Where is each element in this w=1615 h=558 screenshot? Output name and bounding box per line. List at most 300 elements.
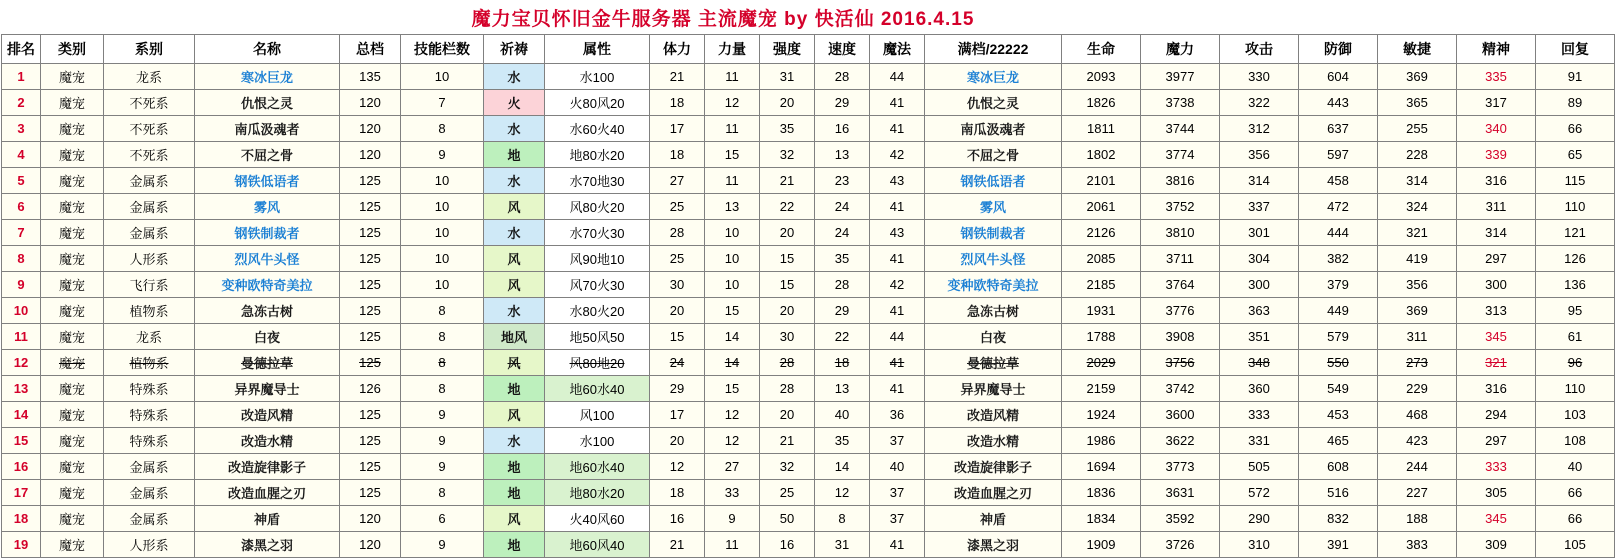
- cell-hp: 1811: [1062, 116, 1141, 142]
- cell-series: 不死系: [104, 116, 195, 142]
- cell-strength: 33: [705, 480, 760, 506]
- cell-rank: 7: [2, 220, 41, 246]
- table-row: [2, 532, 1615, 558]
- cell-defense: 453: [1299, 402, 1378, 428]
- cell-attack: 572: [1220, 480, 1299, 506]
- cell-category: 魔宠: [41, 90, 104, 116]
- cell-vitality: 17: [650, 402, 705, 428]
- column-header-vitality: 体力: [650, 35, 705, 64]
- cell-agility: 324: [1378, 194, 1457, 220]
- cell-magic: 41: [870, 116, 925, 142]
- cell-strength: 10: [705, 272, 760, 298]
- cell-pray: 地: [484, 142, 545, 168]
- column-header-agility: 敏捷: [1378, 35, 1457, 64]
- cell-agility: 365: [1378, 90, 1457, 116]
- cell-spirit: 294: [1457, 402, 1536, 428]
- cell-attribute: 风80地20: [545, 350, 650, 376]
- cell-defense: 458: [1299, 168, 1378, 194]
- cell-recovery: 110: [1536, 376, 1615, 402]
- cell-agility: 244: [1378, 454, 1457, 480]
- cell-toughness: 35: [760, 116, 815, 142]
- cell-defense: 637: [1299, 116, 1378, 142]
- cell-name: 钢铁低语者: [195, 168, 340, 194]
- cell-vitality: 21: [650, 532, 705, 558]
- cell-hp: 2085: [1062, 246, 1141, 272]
- cell-name: 急冻古树: [195, 298, 340, 324]
- column-header-pray: 祈祷: [484, 35, 545, 64]
- cell-recovery: 61: [1536, 324, 1615, 350]
- cell-spirit: 335: [1457, 64, 1536, 90]
- cell-attribute: 地60水40: [545, 454, 650, 480]
- table-row: [2, 324, 1615, 350]
- cell-series: 龙系: [104, 324, 195, 350]
- cell-pray: 水: [484, 64, 545, 90]
- cell-name: 神盾: [195, 506, 340, 532]
- cell-vitality: 20: [650, 298, 705, 324]
- cell-mp: 3764: [1141, 272, 1220, 298]
- cell-strength: 11: [705, 532, 760, 558]
- table-header-row: [2, 35, 1615, 64]
- cell-series: 人形系: [104, 532, 195, 558]
- cell-series: 金属系: [104, 220, 195, 246]
- cell-agility: 383: [1378, 532, 1457, 558]
- cell-recovery: 126: [1536, 246, 1615, 272]
- cell-attack: 331: [1220, 428, 1299, 454]
- cell-rank: 2: [2, 90, 41, 116]
- table-row: [2, 454, 1615, 480]
- cell-attack: 337: [1220, 194, 1299, 220]
- cell-magic: 41: [870, 298, 925, 324]
- cell-defense: 444: [1299, 220, 1378, 246]
- table-row: [2, 246, 1615, 272]
- cell-strength: 11: [705, 168, 760, 194]
- cell-skill-slots: 8: [401, 298, 484, 324]
- table-row: [2, 480, 1615, 506]
- cell-agility: 229: [1378, 376, 1457, 402]
- cell-agility: 321: [1378, 220, 1457, 246]
- cell-rank: 1: [2, 64, 41, 90]
- cell-rank: 8: [2, 246, 41, 272]
- cell-strength: 15: [705, 142, 760, 168]
- cell-spirit: 345: [1457, 324, 1536, 350]
- cell-total: 120: [340, 116, 401, 142]
- cell-magic: 41: [870, 350, 925, 376]
- cell-magic: 44: [870, 64, 925, 90]
- cell-skill-slots: 8: [401, 480, 484, 506]
- cell-agility: 311: [1378, 324, 1457, 350]
- column-header-magic: 魔法: [870, 35, 925, 64]
- page-title: 魔力宝贝怀旧金牛服务器 主流魔宠 by 快活仙 2016.4.15: [471, 8, 975, 30]
- cell-full-growth-name: 变种欧特奇美拉: [925, 272, 1062, 298]
- cell-name: 不屈之骨: [195, 142, 340, 168]
- table-body: [2, 64, 1615, 558]
- cell-recovery: 66: [1536, 480, 1615, 506]
- cell-category: 魔宠: [41, 142, 104, 168]
- cell-rank: 12: [2, 350, 41, 376]
- cell-full-growth-name: 不屈之骨: [925, 142, 1062, 168]
- cell-speed: 23: [815, 168, 870, 194]
- cell-defense: 550: [1299, 350, 1378, 376]
- cell-speed: 28: [815, 272, 870, 298]
- cell-full-growth-name: 雾风: [925, 194, 1062, 220]
- cell-mp: 3631: [1141, 480, 1220, 506]
- cell-spirit: 316: [1457, 168, 1536, 194]
- cell-spirit: 309: [1457, 532, 1536, 558]
- cell-full-growth-name: 异界魔导士: [925, 376, 1062, 402]
- cell-attribute: 地80水20: [545, 142, 650, 168]
- cell-total: 125: [340, 402, 401, 428]
- cell-recovery: 103: [1536, 402, 1615, 428]
- cell-strength: 10: [705, 220, 760, 246]
- cell-category: 魔宠: [41, 194, 104, 220]
- cell-category: 魔宠: [41, 532, 104, 558]
- cell-toughness: 21: [760, 168, 815, 194]
- cell-pray: 水: [484, 428, 545, 454]
- cell-vitality: 24: [650, 350, 705, 376]
- cell-total: 125: [340, 298, 401, 324]
- cell-attack: 363: [1220, 298, 1299, 324]
- cell-rank: 13: [2, 376, 41, 402]
- cell-skill-slots: 8: [401, 324, 484, 350]
- cell-toughness: 20: [760, 90, 815, 116]
- cell-spirit: 339: [1457, 142, 1536, 168]
- cell-skill-slots: 10: [401, 220, 484, 246]
- cell-toughness: 20: [760, 220, 815, 246]
- column-header-recovery: 回复: [1536, 35, 1615, 64]
- cell-pray: 水: [484, 298, 545, 324]
- cell-recovery: 40: [1536, 454, 1615, 480]
- cell-pray: 风: [484, 350, 545, 376]
- cell-agility: 369: [1378, 64, 1457, 90]
- cell-rank: 17: [2, 480, 41, 506]
- column-header-attribute: 属性: [545, 35, 650, 64]
- cell-rank: 11: [2, 324, 41, 350]
- cell-attribute: 风90地10: [545, 246, 650, 272]
- cell-hp: 1834: [1062, 506, 1141, 532]
- cell-magic: 41: [870, 194, 925, 220]
- cell-rank: 14: [2, 402, 41, 428]
- cell-rank: 3: [2, 116, 41, 142]
- cell-pray: 风: [484, 246, 545, 272]
- cell-skill-slots: 9: [401, 402, 484, 428]
- table-row: [2, 116, 1615, 142]
- cell-defense: 465: [1299, 428, 1378, 454]
- cell-toughness: 20: [760, 402, 815, 428]
- cell-defense: 604: [1299, 64, 1378, 90]
- cell-defense: 391: [1299, 532, 1378, 558]
- table-row: [2, 64, 1615, 90]
- column-header-hp: 生命: [1062, 35, 1141, 64]
- cell-hp: 2185: [1062, 272, 1141, 298]
- cell-mp: 3773: [1141, 454, 1220, 480]
- cell-spirit: 305: [1457, 480, 1536, 506]
- cell-attack: 290: [1220, 506, 1299, 532]
- column-header-series: 系别: [104, 35, 195, 64]
- cell-defense: 549: [1299, 376, 1378, 402]
- cell-pray: 水: [484, 220, 545, 246]
- cell-pray: 风: [484, 194, 545, 220]
- cell-pray: 水: [484, 168, 545, 194]
- cell-strength: 14: [705, 350, 760, 376]
- cell-attack: 505: [1220, 454, 1299, 480]
- cell-attribute: 火40风60: [545, 506, 650, 532]
- cell-name: 烈风牛头怪: [195, 246, 340, 272]
- cell-series: 金属系: [104, 168, 195, 194]
- cell-agility: 273: [1378, 350, 1457, 376]
- cell-hp: 1788: [1062, 324, 1141, 350]
- cell-series: 金属系: [104, 506, 195, 532]
- cell-full-growth-name: 改造水精: [925, 428, 1062, 454]
- cell-full-growth-name: 曼德拉草: [925, 350, 1062, 376]
- cell-toughness: 21: [760, 428, 815, 454]
- cell-skill-slots: 10: [401, 64, 484, 90]
- cell-magic: 43: [870, 220, 925, 246]
- cell-category: 魔宠: [41, 428, 104, 454]
- cell-total: 120: [340, 90, 401, 116]
- cell-series: 特殊系: [104, 428, 195, 454]
- cell-magic: 43: [870, 168, 925, 194]
- cell-recovery: 136: [1536, 272, 1615, 298]
- cell-full-growth-name: 改造血腥之刃: [925, 480, 1062, 506]
- cell-attribute: 水100: [545, 64, 650, 90]
- cell-strength: 11: [705, 116, 760, 142]
- cell-attribute: 风100: [545, 402, 650, 428]
- cell-vitality: 17: [650, 116, 705, 142]
- cell-category: 魔宠: [41, 376, 104, 402]
- cell-toughness: 28: [760, 376, 815, 402]
- cell-name: 寒冰巨龙: [195, 64, 340, 90]
- cell-full-growth-name: 钢铁低语者: [925, 168, 1062, 194]
- cell-name: 变种欧特奇美拉: [195, 272, 340, 298]
- cell-pray: 地: [484, 454, 545, 480]
- cell-magic: 37: [870, 428, 925, 454]
- cell-total: 125: [340, 194, 401, 220]
- cell-pray: 水: [484, 116, 545, 142]
- cell-pray: 地: [484, 376, 545, 402]
- cell-toughness: 28: [760, 350, 815, 376]
- cell-strength: 10: [705, 246, 760, 272]
- cell-defense: 449: [1299, 298, 1378, 324]
- cell-name: 改造风精: [195, 402, 340, 428]
- cell-total: 120: [340, 532, 401, 558]
- cell-full-growth-name: 仇恨之灵: [925, 90, 1062, 116]
- cell-series: 不死系: [104, 142, 195, 168]
- cell-skill-slots: 9: [401, 142, 484, 168]
- cell-spirit: 313: [1457, 298, 1536, 324]
- cell-defense: 443: [1299, 90, 1378, 116]
- cell-mp: 3756: [1141, 350, 1220, 376]
- cell-attack: 310: [1220, 532, 1299, 558]
- cell-skill-slots: 9: [401, 428, 484, 454]
- cell-hp: 2093: [1062, 64, 1141, 90]
- cell-skill-slots: 7: [401, 90, 484, 116]
- cell-strength: 11: [705, 64, 760, 90]
- cell-series: 特殊系: [104, 376, 195, 402]
- cell-total: 125: [340, 272, 401, 298]
- cell-toughness: 20: [760, 298, 815, 324]
- cell-skill-slots: 6: [401, 506, 484, 532]
- cell-name: 异界魔导士: [195, 376, 340, 402]
- cell-mp: 3810: [1141, 220, 1220, 246]
- column-header-skill-slots: 技能栏数: [401, 35, 484, 64]
- cell-attribute: 地60风40: [545, 532, 650, 558]
- cell-name: 仇恨之灵: [195, 90, 340, 116]
- cell-total: 125: [340, 480, 401, 506]
- cell-full-growth-name: 钢铁制裁者: [925, 220, 1062, 246]
- cell-series: 人形系: [104, 246, 195, 272]
- cell-mp: 3738: [1141, 90, 1220, 116]
- cell-attack: 312: [1220, 116, 1299, 142]
- cell-speed: 40: [815, 402, 870, 428]
- cell-recovery: 89: [1536, 90, 1615, 116]
- cell-strength: 27: [705, 454, 760, 480]
- cell-hp: 1826: [1062, 90, 1141, 116]
- column-header-rank: 排名: [2, 35, 41, 64]
- cell-pray: 火: [484, 90, 545, 116]
- cell-hp: 1802: [1062, 142, 1141, 168]
- cell-strength: 12: [705, 402, 760, 428]
- cell-name: 曼德拉草: [195, 350, 340, 376]
- cell-full-growth-name: 急冻古树: [925, 298, 1062, 324]
- cell-full-growth-name: 烈风牛头怪: [925, 246, 1062, 272]
- cell-attack: 348: [1220, 350, 1299, 376]
- cell-speed: 24: [815, 220, 870, 246]
- cell-name: 改造旋律影子: [195, 454, 340, 480]
- column-header-attack: 攻击: [1220, 35, 1299, 64]
- cell-vitality: 21: [650, 64, 705, 90]
- cell-full-growth-name: 漆黑之羽: [925, 532, 1062, 558]
- cell-agility: 369: [1378, 298, 1457, 324]
- cell-total: 125: [340, 454, 401, 480]
- column-header-category: 类别: [41, 35, 104, 64]
- cell-magic: 42: [870, 142, 925, 168]
- cell-vitality: 18: [650, 480, 705, 506]
- cell-toughness: 16: [760, 532, 815, 558]
- cell-attribute: 水70地30: [545, 168, 650, 194]
- cell-hp: 1909: [1062, 532, 1141, 558]
- cell-speed: 22: [815, 324, 870, 350]
- cell-hp: 1931: [1062, 298, 1141, 324]
- cell-magic: 36: [870, 402, 925, 428]
- cell-attribute: 风80火20: [545, 194, 650, 220]
- cell-strength: 9: [705, 506, 760, 532]
- cell-name: 钢铁制裁者: [195, 220, 340, 246]
- cell-category: 魔宠: [41, 168, 104, 194]
- cell-recovery: 121: [1536, 220, 1615, 246]
- cell-attack: 314: [1220, 168, 1299, 194]
- cell-defense: 516: [1299, 480, 1378, 506]
- cell-pray: 风: [484, 272, 545, 298]
- cell-name: 南瓜汲魂者: [195, 116, 340, 142]
- cell-attack: 300: [1220, 272, 1299, 298]
- cell-hp: 2126: [1062, 220, 1141, 246]
- cell-name: 白夜: [195, 324, 340, 350]
- cell-toughness: 25: [760, 480, 815, 506]
- cell-category: 魔宠: [41, 402, 104, 428]
- cell-hp: 1924: [1062, 402, 1141, 428]
- cell-agility: 356: [1378, 272, 1457, 298]
- cell-speed: 29: [815, 298, 870, 324]
- cell-total: 125: [340, 350, 401, 376]
- cell-speed: 13: [815, 376, 870, 402]
- cell-speed: 13: [815, 142, 870, 168]
- cell-attribute: 水80火20: [545, 298, 650, 324]
- cell-attribute: 水70火30: [545, 220, 650, 246]
- cell-attribute: 地80水20: [545, 480, 650, 506]
- cell-toughness: 32: [760, 454, 815, 480]
- cell-toughness: 32: [760, 142, 815, 168]
- cell-attack: 351: [1220, 324, 1299, 350]
- cell-speed: 24: [815, 194, 870, 220]
- cell-recovery: 115: [1536, 168, 1615, 194]
- cell-strength: 14: [705, 324, 760, 350]
- cell-vitality: 15: [650, 324, 705, 350]
- cell-total: 125: [340, 428, 401, 454]
- cell-name: 改造血腥之刃: [195, 480, 340, 506]
- cell-vitality: 25: [650, 194, 705, 220]
- cell-magic: 44: [870, 324, 925, 350]
- cell-attribute: 地50风50: [545, 324, 650, 350]
- cell-recovery: 110: [1536, 194, 1615, 220]
- cell-defense: 472: [1299, 194, 1378, 220]
- cell-spirit: 317: [1457, 90, 1536, 116]
- cell-magic: 41: [870, 90, 925, 116]
- cell-vitality: 29: [650, 376, 705, 402]
- cell-rank: 6: [2, 194, 41, 220]
- cell-speed: 31: [815, 532, 870, 558]
- cell-skill-slots: 8: [401, 376, 484, 402]
- cell-total: 125: [340, 246, 401, 272]
- cell-spirit: 321: [1457, 350, 1536, 376]
- cell-toughness: 50: [760, 506, 815, 532]
- cell-skill-slots: 9: [401, 532, 484, 558]
- cell-defense: 597: [1299, 142, 1378, 168]
- cell-pray: 地: [484, 480, 545, 506]
- table-row: [2, 142, 1615, 168]
- cell-magic: 37: [870, 480, 925, 506]
- cell-skill-slots: 8: [401, 116, 484, 142]
- cell-mp: 3776: [1141, 298, 1220, 324]
- cell-pray: 风: [484, 402, 545, 428]
- cell-recovery: 66: [1536, 506, 1615, 532]
- cell-rank: 10: [2, 298, 41, 324]
- cell-recovery: 91: [1536, 64, 1615, 90]
- cell-series: 龙系: [104, 64, 195, 90]
- cell-category: 魔宠: [41, 116, 104, 142]
- pet-stats-table: [1, 34, 1615, 558]
- cell-recovery: 96: [1536, 350, 1615, 376]
- cell-rank: 4: [2, 142, 41, 168]
- cell-agility: 419: [1378, 246, 1457, 272]
- cell-speed: 35: [815, 246, 870, 272]
- cell-skill-slots: 9: [401, 454, 484, 480]
- cell-skill-slots: 10: [401, 194, 484, 220]
- cell-category: 魔宠: [41, 480, 104, 506]
- cell-vitality: 18: [650, 90, 705, 116]
- cell-attribute: 水60火40: [545, 116, 650, 142]
- cell-category: 魔宠: [41, 324, 104, 350]
- cell-full-growth-name: 白夜: [925, 324, 1062, 350]
- cell-agility: 423: [1378, 428, 1457, 454]
- cell-attribute: 风70火30: [545, 272, 650, 298]
- cell-hp: 1986: [1062, 428, 1141, 454]
- cell-defense: 608: [1299, 454, 1378, 480]
- cell-speed: 35: [815, 428, 870, 454]
- cell-series: 特殊系: [104, 402, 195, 428]
- cell-mp: 3908: [1141, 324, 1220, 350]
- table-row: [2, 376, 1615, 402]
- column-header-speed: 速度: [815, 35, 870, 64]
